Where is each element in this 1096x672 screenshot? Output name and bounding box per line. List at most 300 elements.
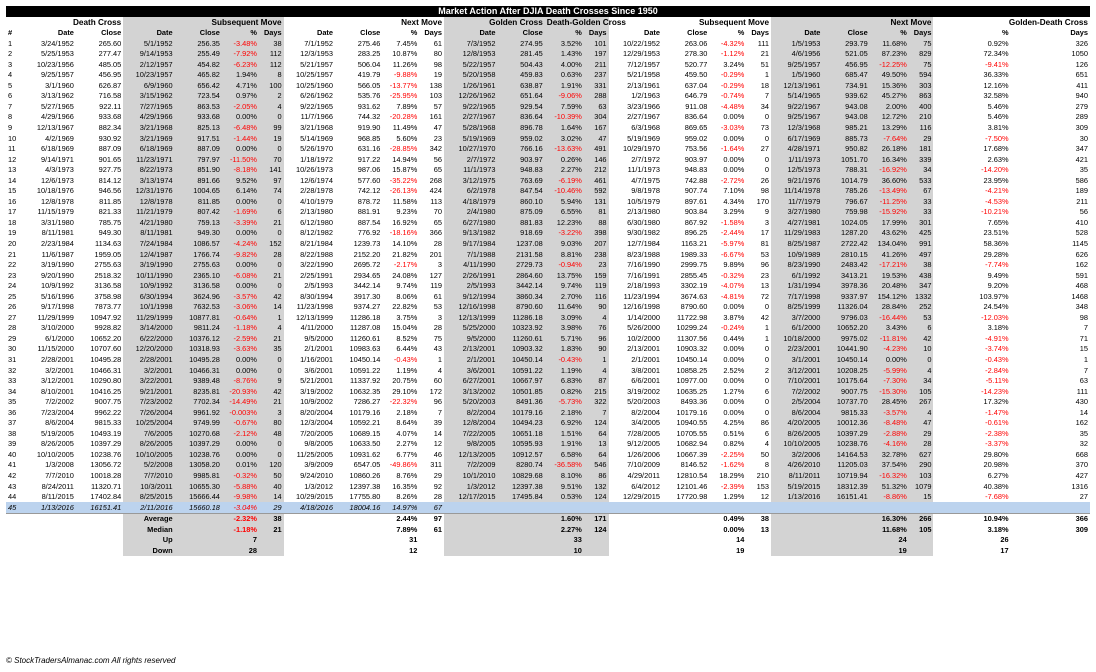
table-cell: 116 xyxy=(909,122,934,133)
table-cell: 10495.28 xyxy=(90,355,122,365)
table-cell: -15.30% xyxy=(870,386,909,397)
table-cell: 90 xyxy=(584,344,609,355)
table-cell: 3.43% xyxy=(870,323,909,334)
table-cell: 23 xyxy=(584,260,609,271)
table-cell: 265.60 xyxy=(98,38,122,48)
table-cell: -20.93% xyxy=(222,386,259,397)
table-cell: 427 xyxy=(1075,471,1088,481)
table-cell: 7/26/2004 xyxy=(123,407,174,418)
table-cell: 468 xyxy=(1075,281,1088,291)
table-cell: 9 xyxy=(259,376,284,387)
table-cell: 9811.24 xyxy=(175,323,222,334)
table-cell: 11 xyxy=(8,144,16,154)
table-cell: 11/1/1973 xyxy=(444,165,497,176)
table-cell: 930.92 xyxy=(98,133,122,143)
table-cell: 0 xyxy=(764,344,769,354)
table-cell: 10 xyxy=(8,133,17,143)
table-cell: 950.82 xyxy=(822,144,869,155)
summary-cell: 24 xyxy=(870,535,909,546)
table-cell: 10632.35 xyxy=(349,386,381,396)
summary-cell xyxy=(822,524,869,535)
table-cell: 6 xyxy=(909,323,934,334)
table-cell: 2131.58 xyxy=(497,249,544,260)
table-cell: 2/11/2016 xyxy=(123,502,174,513)
table-cell: 12/29/1953 xyxy=(623,49,661,59)
table-cell: 67 xyxy=(419,502,444,513)
table-cell: 39 xyxy=(8,439,17,449)
table-cell: 189 xyxy=(1075,186,1088,196)
table-cell: 53 xyxy=(760,249,769,259)
summary-cell: -2.32% xyxy=(222,513,259,524)
table-cell: 11205.03 xyxy=(822,460,869,471)
table-cell: 10179.16 xyxy=(497,407,544,418)
table-cell: 10655.30 xyxy=(175,481,222,492)
table-cell: 2/28/2001 xyxy=(123,355,174,366)
table-cell: 9389.48 xyxy=(175,376,222,387)
table-cell: 7873.77 xyxy=(94,302,122,312)
table-cell: 11337.92 xyxy=(350,376,381,386)
table-cell: 456.95 xyxy=(822,59,869,70)
table-cell: 3/6/2001 xyxy=(444,365,497,376)
table-cell: 13056.72 xyxy=(90,460,122,470)
table-cell: 3674.63 xyxy=(680,291,708,301)
table-cell: 9/17/1998 xyxy=(41,302,74,312)
table-cell: 238 xyxy=(584,249,609,260)
table-cell: 20.75% xyxy=(392,376,418,386)
table-cell: 9/8/2005 xyxy=(304,439,334,449)
table-cell: 10318.93 xyxy=(175,344,222,355)
table-cell: -6.08% xyxy=(222,270,259,281)
table-cell: 0 xyxy=(764,112,769,122)
table-cell: 766.16 xyxy=(497,144,544,155)
table-cell: 15660.18 xyxy=(175,502,222,513)
table-cell: 35 xyxy=(1079,428,1088,438)
table-cell: -11.25% xyxy=(870,196,909,207)
table-cell: 3/19/1990 xyxy=(41,260,74,270)
table-cell: 7/20/2005 xyxy=(300,428,334,438)
table-cell: 851.90 xyxy=(175,165,222,176)
summary-cell xyxy=(25,535,76,546)
table-cell: 821.33 xyxy=(98,207,122,217)
table-cell: 12/17/2015 xyxy=(444,492,497,503)
table-cell: 0 xyxy=(764,302,769,312)
table-row xyxy=(6,217,1090,228)
table-cell: 34 xyxy=(909,376,934,387)
table-cell: 887.09 xyxy=(175,144,222,155)
table-cell: 35 xyxy=(8,397,17,407)
table-cell: 7/23/2002 xyxy=(123,397,174,408)
table-cell: 825.13 xyxy=(175,122,222,133)
table-cell: 9975.02 xyxy=(822,333,869,344)
table-cell: 8.26% xyxy=(396,492,418,502)
table-cell: 12/20/2000 xyxy=(123,344,174,355)
table-cell: 2864.60 xyxy=(497,270,544,281)
table-cell: -1.58% xyxy=(720,217,745,227)
table-cell: 0 xyxy=(259,355,284,366)
table-cell: 33 xyxy=(909,207,934,218)
table-cell: 3/2/2001 xyxy=(45,365,74,375)
table-cell: 5/25/1953 xyxy=(41,49,74,59)
table-cell: -9.06% xyxy=(545,91,584,102)
summary-cell xyxy=(444,513,497,524)
summary-cell xyxy=(76,545,123,556)
table-cell: 2/5/2004 xyxy=(771,397,822,408)
table-cell: 12/13/1967 xyxy=(36,122,74,132)
table-cell: 9928.82 xyxy=(94,323,122,333)
table-cell: -26.13% xyxy=(389,186,418,196)
table-cell: 120 xyxy=(259,460,284,471)
table-cell: 6/27/2001 xyxy=(444,376,497,387)
table-cell: -0.29% xyxy=(720,80,745,90)
table-cell: 326 xyxy=(1075,38,1088,48)
summary-cell: 2.27% xyxy=(545,524,584,535)
table-cell: 10705.55 xyxy=(676,428,708,438)
table-cell: 13 xyxy=(8,165,17,175)
summary-label: Average xyxy=(123,513,174,524)
table-cell: 3/22/1990 xyxy=(300,260,334,270)
table-cell: 8/26/2005 xyxy=(41,439,74,449)
table-cell: 14.97% xyxy=(382,502,419,513)
table-cell: 811.85 xyxy=(175,196,222,207)
table-cell: 5/28/1968 xyxy=(444,122,497,133)
table-cell: -0.003% xyxy=(222,407,259,418)
table-cell: 1079 xyxy=(909,481,934,492)
table-cell: 882.34 xyxy=(98,122,122,132)
table-cell: 8.64% xyxy=(396,418,418,428)
table-cell: 10595.93 xyxy=(497,439,544,450)
table-cell: 87 xyxy=(584,376,609,387)
table-cell: -1.47% xyxy=(985,407,1009,417)
table-cell: -7.30% xyxy=(870,376,909,387)
table-cell: 1.91% xyxy=(545,80,584,91)
table-cell: 863.53 xyxy=(175,101,222,112)
table-cell: 11/7/1966 xyxy=(300,112,334,122)
table-cell: 7/28/2005 xyxy=(627,428,661,438)
table-cell: 521.05 xyxy=(822,49,869,60)
table-cell: 132 xyxy=(584,481,609,492)
table-cell: 2.70% xyxy=(545,291,584,302)
table-cell: 9.23% xyxy=(396,207,418,217)
table-cell: 252 xyxy=(909,302,934,313)
table-cell: 520.77 xyxy=(684,59,708,69)
table-cell: 8/30/1994 xyxy=(300,291,334,301)
table-row xyxy=(6,80,1090,91)
table-cell: 10903.32 xyxy=(497,344,544,355)
table-cell: 0 xyxy=(764,407,769,417)
table-cell: 283.25 xyxy=(357,49,381,59)
table-cell: -18.16% xyxy=(389,228,418,238)
table-cell: 586 xyxy=(1075,175,1088,185)
table-cell: 3/10/2000 xyxy=(41,323,74,333)
table-cell: 6/26/1962 xyxy=(300,91,334,101)
table-cell: 0 xyxy=(259,281,284,292)
table-cell: 0 xyxy=(259,260,284,271)
table-cell: 10983.63 xyxy=(349,344,381,354)
table-cell: 21 xyxy=(8,249,17,259)
table-cell: 3/22/2001 xyxy=(123,376,174,387)
table-cell: 1.27% xyxy=(723,386,745,396)
table-cell: 8235.81 xyxy=(175,386,222,397)
table-cell: 43 xyxy=(433,344,443,354)
table-cell: 0.00% xyxy=(222,355,259,366)
table-cell: -4.21% xyxy=(985,186,1009,196)
table-cell: 12397.38 xyxy=(349,481,381,491)
table-cell: 111 xyxy=(757,38,769,48)
table-cell: 10.87% xyxy=(392,49,418,59)
column-header: Date xyxy=(123,28,174,39)
table-cell: 8/2/2004 xyxy=(631,407,661,417)
summary-cell xyxy=(6,524,25,535)
table-cell: 4/11/2000 xyxy=(300,323,334,333)
table-cell: 1/26/2006 xyxy=(627,449,661,459)
table-cell: 64 xyxy=(584,428,609,439)
table-cell: 651.64 xyxy=(497,91,544,102)
table-cell: 96 xyxy=(584,333,609,344)
table-cell: -3.57% xyxy=(870,407,909,418)
table-cell: 10/11/1990 xyxy=(123,270,174,281)
table-cell: -0.74% xyxy=(720,91,745,101)
table-row xyxy=(6,112,1090,123)
table-cell: 11/14/1978 xyxy=(771,186,822,197)
table-cell: 10376.12 xyxy=(175,333,222,344)
table-cell: 1004.65 xyxy=(175,186,222,197)
table-cell: 10416.25 xyxy=(90,386,122,396)
table-cell: 4 xyxy=(584,312,609,323)
table-cell: 0.00% xyxy=(723,397,745,407)
column-header: Days xyxy=(1070,28,1088,38)
table-cell: 1/16/2001 xyxy=(300,355,334,365)
group-next-move: Next Move xyxy=(401,17,443,27)
table-cell: 43.62% xyxy=(870,228,909,239)
table-cell: 6/18/1969 xyxy=(41,144,74,154)
table-cell: 126 xyxy=(1075,59,1088,69)
table-cell: 10/29/1970 xyxy=(623,144,661,154)
summary-cell: 97 xyxy=(419,513,444,524)
table-cell: 304 xyxy=(584,112,609,123)
table-cell: 6/22/2000 xyxy=(123,333,174,344)
summary-cell xyxy=(25,545,76,556)
table-cell: 10/23/1957 xyxy=(123,70,174,81)
table-cell: 8790.60 xyxy=(497,302,544,313)
table-cell: 268 xyxy=(429,175,443,185)
summary-cell xyxy=(284,535,335,546)
table-cell: 6 xyxy=(259,207,284,218)
table-cell: -2.17% xyxy=(393,260,418,270)
table-cell: -7.64% xyxy=(870,133,909,144)
table-cell: 17402.84 xyxy=(90,492,122,502)
table-cell: 922.11 xyxy=(99,101,122,111)
table-cell: 162 xyxy=(1075,418,1088,428)
table-cell: 2/23/1984 xyxy=(41,239,74,248)
table-cell: 6.55% xyxy=(545,207,584,218)
table-cell: 9.52% xyxy=(222,175,259,186)
table-cell: -2.84% xyxy=(985,365,1009,375)
table-cell xyxy=(609,502,662,513)
table-cell: 577.60 xyxy=(357,175,381,185)
table-cell: 10290.80 xyxy=(90,376,122,386)
table-cell: 134.04% xyxy=(870,238,909,249)
table-cell: -8.18% xyxy=(222,165,259,176)
summary-cell xyxy=(662,545,709,556)
summary-row xyxy=(6,524,1090,535)
table-cell: 3/13/2002 xyxy=(444,386,497,397)
table-cell: -14.49% xyxy=(222,397,259,408)
table-cell: -16.32% xyxy=(870,471,909,482)
table-cell: 23 xyxy=(760,270,769,280)
table-cell: 6 xyxy=(764,386,769,396)
group-death-golden-cross: Death-Golden Cross xyxy=(546,17,626,27)
summary-cell xyxy=(175,513,222,524)
table-cell: 0.00% xyxy=(723,165,745,175)
column-header: % xyxy=(222,28,259,39)
table-cell: 8/6/2004 xyxy=(771,407,822,418)
table-cell: 26 xyxy=(760,175,769,185)
table-cell: 4 xyxy=(437,365,443,375)
summary-cell xyxy=(1011,545,1090,556)
table-cell: 931.62 xyxy=(357,101,381,111)
table-cell: 3.75% xyxy=(396,312,418,322)
table-cell: 903.97 xyxy=(497,154,544,165)
table-cell: 7.89% xyxy=(396,101,418,111)
table-cell: 3/1/2001 xyxy=(771,355,822,366)
table-cell: 940 xyxy=(1075,91,1088,101)
table-cell: 2/23/2001 xyxy=(771,344,822,355)
table-cell: 903.84 xyxy=(684,207,708,217)
table-cell: 99 xyxy=(259,122,284,133)
table-cell: 10/1/1998 xyxy=(123,302,174,313)
table-cell: 10/29/2015 xyxy=(296,492,334,502)
table-cell: 1.19% xyxy=(545,365,584,376)
table-cell: 2729.73 xyxy=(497,260,544,271)
table-cell: 814.12 xyxy=(98,175,122,185)
table-cell: 303 xyxy=(909,80,934,91)
table-cell: 98 xyxy=(760,186,769,196)
table-cell: 6/30/1980 xyxy=(627,217,661,227)
summary-cell: 266 xyxy=(909,513,934,524)
table-cell: 53 xyxy=(909,312,934,323)
table-cell: 10/27/1970 xyxy=(444,144,497,155)
table-cell: 10238.76 xyxy=(175,449,222,460)
table-cell: 4 xyxy=(584,365,609,376)
table-row xyxy=(6,333,1090,344)
table-cell: 23 xyxy=(8,270,17,280)
table-cell: 8/11/1981 xyxy=(123,228,174,239)
table-cell: 3/8/2001 xyxy=(631,365,661,375)
table-cell: -9.41% xyxy=(985,59,1009,69)
table-cell: 10466.31 xyxy=(90,365,122,375)
table-cell: 1/13/2016 xyxy=(771,492,822,503)
table-cell: 17755.80 xyxy=(349,492,381,502)
table-cell: 419.79 xyxy=(357,70,381,80)
table-cell: 29 xyxy=(8,333,17,343)
table-cell: 438 xyxy=(909,270,934,281)
table-cell: 933.68 xyxy=(98,112,122,122)
table-cell: 10450.14 xyxy=(497,355,544,366)
summary-cell: 0.00% xyxy=(723,524,745,534)
table-cell: 1 xyxy=(8,38,13,48)
table-cell: 7632.53 xyxy=(175,302,222,313)
table-cell: 10397.29 xyxy=(90,439,122,449)
table-cell: -10.39% xyxy=(545,112,584,123)
table-cell: 1134.63 xyxy=(95,239,122,248)
table-cell: 400 xyxy=(909,101,934,112)
table-cell: 256.35 xyxy=(175,38,222,49)
table-cell: 10/18/1976 xyxy=(36,186,74,196)
table-row xyxy=(6,302,1090,313)
table-cell: 105 xyxy=(909,386,934,397)
table-cell: 5/27/1965 xyxy=(41,101,74,111)
table-cell: 10633.50 xyxy=(349,439,381,449)
table-cell: 3/14/2000 xyxy=(123,323,174,334)
table-cell: 15 xyxy=(909,492,934,503)
table-cell: 45.27% xyxy=(870,91,909,102)
table-cell: 10667.97 xyxy=(497,376,544,387)
table-cell: 592 xyxy=(584,186,609,197)
table-cell: 1.64% xyxy=(545,122,584,133)
table-cell: 10/9/1992 xyxy=(41,281,74,291)
table-cell: 7/1/1988 xyxy=(444,249,497,260)
table-cell: 9.74% xyxy=(396,281,418,291)
table-cell: 24.54% xyxy=(983,302,1009,312)
table-cell: 7 xyxy=(1083,323,1088,333)
table-cell: -3.39% xyxy=(222,217,259,228)
table-cell: 742.88 xyxy=(684,175,708,185)
table-cell: 30 xyxy=(8,344,17,354)
table-cell: -2.44% xyxy=(720,228,745,238)
table-cell xyxy=(584,502,609,513)
table-cell: -0.29% xyxy=(720,70,745,80)
table-cell: 38 xyxy=(8,428,17,438)
table-cell: 11260.61 xyxy=(497,333,544,344)
table-cell: 9/17/1984 xyxy=(444,238,497,249)
table-cell: 1/5/1953 xyxy=(771,38,822,49)
table-cell: 7/16/1990 xyxy=(627,260,661,270)
table-cell: 9749.99 xyxy=(175,418,222,429)
table-cell: -3.63% xyxy=(222,344,259,355)
table-cell: 959.02 xyxy=(684,133,708,143)
table-cell: 9.03% xyxy=(545,238,584,249)
table-cell: 3.18% xyxy=(987,323,1009,333)
table-cell: 8493.36 xyxy=(680,397,708,407)
table-cell: 3.52% xyxy=(545,38,584,49)
table-row xyxy=(6,186,1090,197)
summary-cell xyxy=(175,524,222,535)
table-cell: -14.23% xyxy=(981,386,1009,396)
summary-cell xyxy=(76,513,123,524)
table-cell: 410 xyxy=(1075,217,1088,227)
table-cell: -10.21% xyxy=(981,207,1009,217)
table-cell: 4 xyxy=(909,365,934,376)
table-cell: -2.39% xyxy=(720,481,745,491)
table-cell: 58.36% xyxy=(983,239,1009,248)
table-cell: 2/13/1980 xyxy=(627,207,661,217)
table-cell: 197 xyxy=(584,49,609,60)
table-cell: 11/23/1998 xyxy=(296,302,334,312)
summary-cell xyxy=(497,513,544,524)
table-cell: -35.22% xyxy=(389,175,418,185)
table-cell: -4.23% xyxy=(870,344,909,355)
summary-cell: 21 xyxy=(259,524,284,535)
table-cell: 42 xyxy=(909,333,934,344)
table-cell: 5/20/2003 xyxy=(627,397,661,407)
table-cell: 9/30/1982 xyxy=(627,228,661,238)
table-row xyxy=(6,449,1090,460)
table-cell: 11260.61 xyxy=(350,333,381,343)
table-cell: 1287.20 xyxy=(822,228,869,239)
table-cell: 939.62 xyxy=(822,91,869,102)
table-cell: -2.88% xyxy=(870,428,909,439)
table-cell: -4.24% xyxy=(222,238,259,249)
